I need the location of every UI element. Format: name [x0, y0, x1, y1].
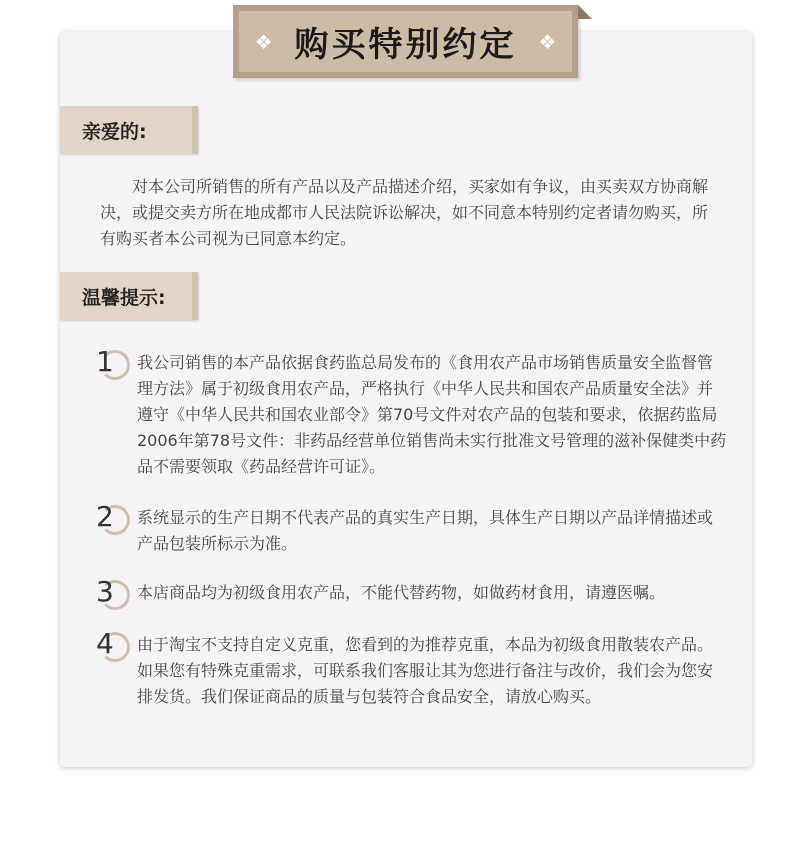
intro-paragraph: 对本公司所销售的所有产品以及产品描述介绍，买家如有争议，由买卖双方协商解决，或提交卖方所在地成都市人民法院诉讼解决，如不同意本特别约定者请勿购买，所有购买者本公司视为已同意本约定。 [100, 177, 709, 248]
number-badge [92, 500, 130, 539]
page-title: 购买特别约定 [294, 25, 517, 65]
diamond-icon-left: ❖ [254, 29, 273, 54]
number-badge [92, 575, 130, 614]
tip-text: 我公司销售的本产品依据食药监总局发布的《食用农产品市场销售质量安全监督管理方法》属于初级食用农产品，严格执行《中华人民共和国农产品质量安全法》并遵守《中华人民共和国农业部令》第70号文件对农产品的包装和要求，依据药监局2006年第78号文件：非药品经营单位销售尚未实行批准文号管理的滋补保健类中药品不需要领取《药品经营许可证》。 [137, 353, 727, 476]
tip-text: 由于淘宝不支持自定义克重，您看到的为推荐克重，本品为初级食用散装农产品。如果您有特殊克重需求，可联系我们客服让其为您进行备注与改价，我们会为您安排发货。我们保证商品的质量与包装符合食品安全，请放心购买。 [137, 635, 714, 706]
number-badge [92, 345, 130, 384]
tip-number: 4 [96, 627, 114, 660]
section-tag-dear: 亲爱的: [60, 106, 198, 154]
title-inner [239, 11, 572, 72]
tip-text: 系统显示的生产日期不代表产品的真实生产日期，具体生产日期以产品详情描述或产品包装所标示为准。 [137, 508, 714, 553]
section-tag-tips: 温馨提示: [60, 272, 198, 320]
tip-number: 3 [96, 575, 114, 608]
tip-number: 1 [96, 345, 114, 378]
diamond-icon-right: ❖ [538, 29, 557, 54]
tip-text: 本店商品均为初级食用农产品，不能代替药物，如做药材食用，请遵医嘱。 [137, 583, 666, 602]
tip-number: 2 [96, 500, 114, 533]
number-badge [92, 627, 130, 666]
title-banner [233, 5, 578, 78]
